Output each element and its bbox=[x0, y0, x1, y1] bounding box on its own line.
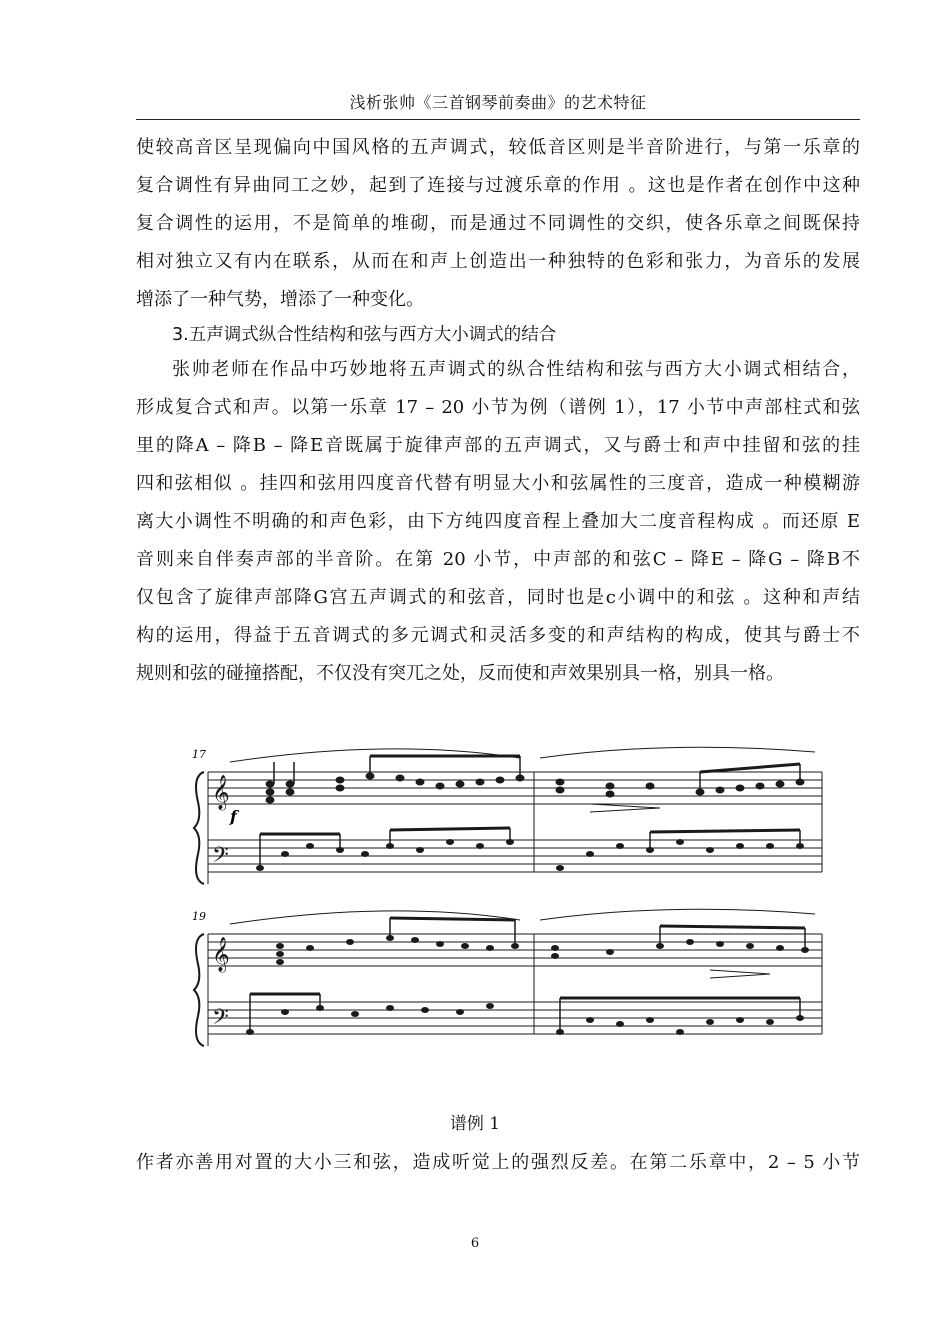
para1-line-3: 复合调性的运用，不是简单的堆砌，而是通过不同调性的交织，使各乐章之间既保持 bbox=[136, 213, 860, 234]
section-heading: 3.五声调式纵合性结构和弦与西方大小调式的结合 bbox=[172, 325, 557, 345]
para1-line-2: 复合调性有异曲同工之妙，起到了连接与过渡乐章的作用 。这也是作者在创作中这种 bbox=[136, 175, 860, 196]
para2-line-5: 离大小调性不明确的和声色彩，由下方纯四度音程上叠加大二度音程构成 。而还原 E bbox=[136, 511, 860, 532]
para1-line-4: 相对独立又有内在联系，从而在和声上创造出一种独特的色彩和张力，为音乐的发展 bbox=[136, 251, 860, 272]
para2-line-3: 里的降A – 降B – 降E音既属于旋律声部的五声调式，又与爵士和声中挂留和弦的挂 bbox=[136, 435, 860, 456]
running-header: 浅析张帅《三首钢琴前奏曲》的艺术特征 bbox=[349, 93, 647, 112]
measure-number-17: 17 bbox=[192, 748, 206, 761]
para1-line-1: 使较高音区呈现偏向中国风格的五声调式，较低音区则是半音阶进行，与第一乐章的 bbox=[136, 137, 860, 158]
figure-caption: 谱例 1 bbox=[449, 1114, 501, 1134]
svg-text:𝄞: 𝄞 bbox=[212, 937, 230, 972]
score-excerpt bbox=[190, 742, 830, 1092]
page-number: 6 bbox=[470, 1236, 480, 1251]
para2-line-6: 音则来自伴奏声部的半音阶。在第 20 小节，中声部的和弦C – 降E – 降G – 降B不 bbox=[136, 549, 860, 570]
para2-line-4: 四和弦相似 。挂四和弦用四度音代替有明显大小和弦属性的三度音，造成一种模糊游 bbox=[136, 473, 860, 494]
para2-line-8: 构的运用，得益于五音调式的多元调式和灵活多变的和声结构的构成，使其与爵士不 bbox=[136, 625, 860, 646]
svg-text:𝄞: 𝄞 bbox=[212, 775, 230, 810]
para1-line-5: 增添了一种气势，增添了一种变化。 bbox=[136, 289, 424, 310]
svg-text:𝄢: 𝄢 bbox=[212, 843, 229, 873]
para2-line-2: 形成复合式和声。以第一乐章 17 – 20 小节为例（谱例 1），17 小节中声部柱式和弦 bbox=[136, 397, 860, 418]
dynamic-marking: f bbox=[230, 807, 237, 826]
header-rule bbox=[136, 119, 860, 120]
para2-line-1: 张帅老师在作品中巧妙地将五声调式的纵合性结构和弦与西方大小调式相结合， bbox=[172, 359, 860, 380]
measure-number-19: 19 bbox=[192, 910, 206, 923]
para3-line-1: 作者亦善用对置的大小三和弦，造成听觉上的强烈反差。在第二乐章中，2 – 5 小节 bbox=[136, 1152, 860, 1173]
para2-line-7: 仅包含了旋律声部降G宫五声调式的和弦音，同时也是c小调中的和弦 。这种和声结 bbox=[136, 587, 860, 608]
svg-text:𝄢: 𝄢 bbox=[212, 1005, 229, 1035]
para2-line-9: 规则和弦的碰撞搭配，不仅没有突兀之处，反而使和声效果别具一格，别具一格。 bbox=[136, 663, 784, 684]
